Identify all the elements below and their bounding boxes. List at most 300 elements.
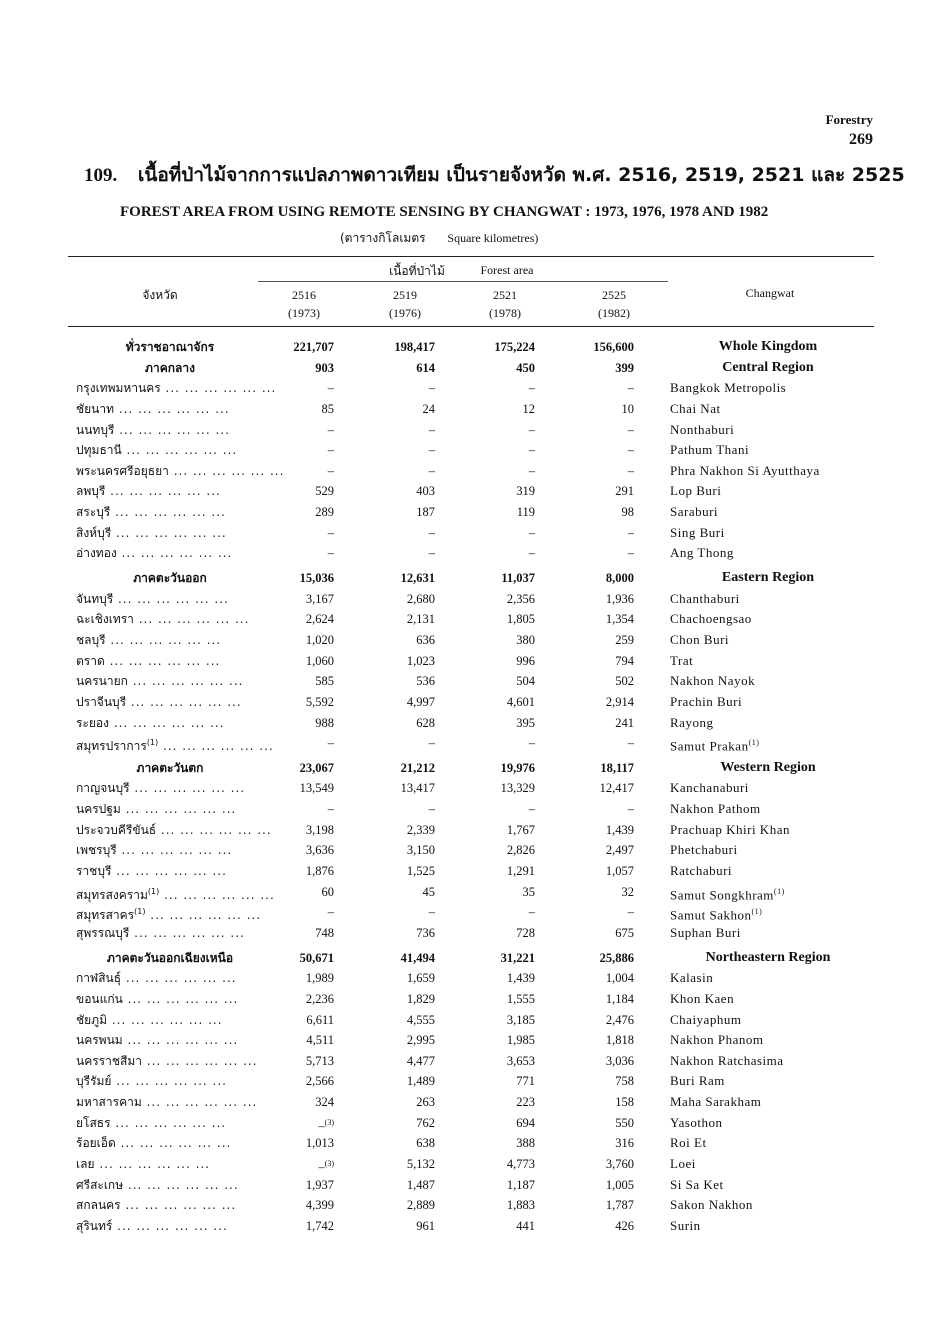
table-row: [0, 861, 941, 882]
forest-area-value: –: [528, 381, 535, 396]
changwat-thai-cell: [76, 902, 266, 925]
table-row: [0, 609, 941, 630]
forest-area-value: 263: [416, 1095, 435, 1110]
forest-area-value: 403: [416, 484, 435, 499]
changwat-thai-text: สกลนคร: [76, 1198, 121, 1213]
table-row: [0, 733, 941, 754]
changwat-thai-cell: [90, 758, 250, 778]
changwat-english-cell: [670, 1175, 724, 1195]
forest-area-value: 1,354: [605, 612, 634, 627]
changwat-thai-cell: [76, 840, 266, 860]
forest-area-value: 2,914: [605, 694, 634, 709]
changwat-thai-cell: [76, 1051, 266, 1071]
forest-area-value: 1,489: [406, 1074, 435, 1089]
forest-area-value: –: [528, 546, 535, 561]
forest-area-value: 3,185: [506, 1012, 535, 1027]
changwat-english-text: Kalasin: [670, 970, 714, 986]
leader-dots: ... ... ... ... ... ...: [114, 401, 230, 416]
leader-dots: ... ... ... ... ... ...: [104, 653, 221, 668]
changwat-thai-cell: [76, 799, 266, 819]
region-row: [0, 568, 941, 589]
col-forest-area-thai: เนื้อที่ป่าไม้: [389, 264, 445, 278]
forest-area-value: 259: [615, 632, 634, 647]
changwat-english-text: Sakon Nakhon: [670, 1197, 753, 1213]
changwat-english-text: Eastern Region: [721, 570, 815, 586]
forest-area-value: –: [327, 802, 334, 817]
changwat-thai-cell: [76, 861, 266, 881]
changwat-thai-cell: [76, 882, 275, 905]
changwat-thai-cell: [76, 420, 266, 440]
forest-area-value: 758: [615, 1074, 634, 1089]
changwat-english-text: Northeastern Region: [705, 949, 831, 965]
forest-area-value: 98: [621, 505, 634, 520]
changwat-thai-cell: [76, 713, 266, 733]
forest-area-value: 450: [516, 360, 535, 375]
units-line: [340, 229, 556, 248]
forest-area-value: 2,680: [406, 591, 435, 606]
forest-area-value: 4,601: [506, 694, 535, 709]
forest-area-value: 291: [615, 484, 634, 499]
changwat-thai-cell: [76, 523, 266, 543]
col-changwat-thai: จังหวัด: [142, 288, 178, 302]
forest-area-value: 198,417: [394, 340, 435, 354]
forest-area-value: –: [327, 381, 334, 396]
changwat-thai-text: นครนายก: [76, 674, 128, 689]
forest-area-value: 2,236: [305, 991, 334, 1006]
table-top-rule: [68, 256, 874, 257]
forest-area-value: –: [528, 802, 535, 817]
changwat-english-text: Nakhon Phanom: [670, 1032, 764, 1048]
unit-thai: (ตารางกิโลเมตร: [340, 231, 426, 245]
year-be: 2519: [393, 288, 417, 302]
forest-area-value: –: [428, 463, 435, 478]
header-bottom-rule: [68, 326, 874, 327]
forest-area-value: –: [528, 443, 535, 458]
forest-area-value: 2,566: [305, 1074, 334, 1089]
changwat-english-text: Nakhon Pathom: [670, 801, 761, 817]
leader-dots: ... ... ... ... ... ...: [112, 1218, 228, 1233]
forest-area-value: 1,525: [406, 864, 435, 879]
table-row: [0, 589, 941, 610]
table-row: [0, 1216, 941, 1237]
changwat-thai-text: ประจวบคีรีขันธ์: [76, 822, 157, 837]
changwat-thai-text: ภาคตะวันออกเฉียงเหนือ: [106, 950, 234, 965]
forest-area-value: 4,773: [506, 1156, 535, 1171]
table-row: [0, 630, 941, 651]
forest-area-value: 4,399: [305, 1198, 334, 1213]
forest-area-value: 1,487: [406, 1177, 435, 1192]
changwat-thai-text: ชัยภูมิ: [76, 1012, 107, 1027]
forest-area-value: 1,829: [406, 991, 435, 1006]
changwat-english-text: Nakhon Ratchasima: [670, 1052, 784, 1068]
changwat-english-cell: [670, 523, 725, 543]
changwat-english-text: Chachoengsao: [670, 611, 752, 627]
forest-area-value: 1,060: [305, 653, 334, 668]
forest-area-value: –: [528, 463, 535, 478]
changwat-thai-text: ชลบุรี: [76, 632, 106, 647]
forest-area-value: –: [327, 905, 334, 920]
table-row: [0, 1195, 941, 1216]
forest-area-value: 1,439: [605, 822, 634, 837]
page-number: 269: [849, 131, 873, 148]
forest-area-value: –: [627, 546, 634, 561]
forest-area-value: 550: [615, 1115, 634, 1130]
table-number: 109.: [84, 165, 118, 186]
forest-area-value: –: [428, 381, 435, 396]
changwat-thai-cell: [76, 1154, 266, 1174]
changwat-english-text: Surin: [670, 1217, 701, 1233]
forest-area-value: 1,187: [506, 1177, 535, 1192]
changwat-thai-cell: [76, 692, 266, 712]
forest-area-value: –: [428, 736, 435, 751]
year-be: 2521: [493, 288, 517, 302]
table-row: [0, 799, 941, 820]
changwat-thai-cell: [76, 968, 266, 988]
leader-dots: ... ... ... ... ... ...: [120, 802, 237, 817]
footnote-mark: (1): [748, 738, 760, 748]
forest-area-value: 13,417: [400, 781, 435, 796]
forest-area-value: 158: [615, 1095, 634, 1110]
forest-area-value: 675: [615, 925, 634, 940]
changwat-thai-text: ภาคตะวันออก: [133, 571, 207, 586]
changwat-thai-text: ราชบุรี: [76, 864, 112, 879]
forest-area-value: 18,117: [600, 760, 634, 775]
changwat-english-text: Chanthaburi: [670, 590, 740, 606]
forest-area-value: 3,198: [305, 822, 334, 837]
forest-area-value: –: [627, 463, 634, 478]
changwat-thai-cell: [76, 1113, 266, 1133]
changwat-english-text: Loei: [670, 1155, 696, 1171]
changwat-english-text: Chon Buri: [670, 631, 730, 647]
table-row: [0, 1113, 941, 1134]
forest-area-value: 12,631: [400, 571, 435, 586]
forest-area-value: 1,005: [605, 1177, 634, 1192]
changwat-english-text: Phra Nakhon Si Ayutthaya: [670, 462, 820, 478]
changwat-thai-text: นครราชสีมา: [76, 1053, 142, 1068]
forest-area-value: 316: [615, 1136, 634, 1151]
table-row: [0, 1092, 941, 1113]
table-row: [0, 502, 941, 523]
forest-area-value: 156,600: [593, 340, 634, 354]
forest-area-value: –: [428, 802, 435, 817]
forest-area-value: 441: [516, 1218, 535, 1233]
leader-dots: ... ... ... ... ... ...: [122, 1033, 239, 1048]
year-ad: (1973): [288, 306, 320, 320]
forest-area-value: 324: [315, 1095, 334, 1110]
forest-area-value: 2,995: [406, 1033, 435, 1048]
forest-area-value: 5,132: [406, 1156, 435, 1171]
unit-english: Square kilometres): [447, 231, 539, 245]
changwat-english-text: Pathum Thani: [670, 442, 750, 458]
forest-area-value: 319: [516, 484, 535, 499]
forest-area-value: 1,937: [305, 1177, 334, 1192]
leader-dots: ... ... ... ... ... ...: [94, 1156, 211, 1171]
forest-area-value: –: [627, 443, 634, 458]
forest-area-value: 585: [315, 674, 334, 689]
changwat-english-cell: [668, 758, 868, 778]
changwat-english-cell: [670, 1071, 725, 1091]
forest-area-value: 241: [615, 715, 634, 730]
changwat-english-cell: [670, 799, 761, 819]
table-title-thai: [84, 160, 905, 190]
forest-area-value: 1,883: [506, 1198, 535, 1213]
changwat-english-text: Kanchanaburi: [670, 780, 749, 796]
forest-area-value: 1,787: [605, 1198, 634, 1213]
table-title-english: FOREST AREA FROM USING REMOTE SENSING BY CHANGWAT : 1973, 1976, 1978 AND 1982: [120, 204, 769, 220]
changwat-english-text: Ang Thong: [670, 545, 734, 561]
forest-area-value: 728: [516, 925, 535, 940]
forest-area-value: –: [327, 443, 334, 458]
changwat-thai-text: เพชรบุรี: [76, 843, 117, 858]
changwat-english-cell: [670, 609, 752, 629]
changwat-thai-cell: [76, 778, 266, 798]
forest-area-value: 1,291: [506, 864, 535, 879]
leader-dots: ... ... ... ... ... ...: [141, 1095, 258, 1110]
changwat-thai-cell: [76, 399, 266, 419]
table-row: [0, 1051, 941, 1072]
forest-area-value: 60: [321, 884, 334, 899]
changwat-english-text: Rayong: [670, 714, 714, 730]
changwat-english-text: Chai Nat: [670, 400, 721, 416]
forest-area-value: –: [327, 525, 334, 540]
changwat-english-cell: [670, 968, 713, 988]
forest-area-value: 694: [516, 1115, 535, 1130]
changwat-english-text: Yasothon: [670, 1114, 723, 1130]
changwat-thai-text: สมุทรปราการ: [76, 739, 147, 754]
leader-dots: ... ... ... ... ... ...: [110, 505, 226, 520]
forest-area-value: 4,555: [406, 1012, 435, 1027]
forest-area-value: 1,805: [506, 612, 535, 627]
forest-area-value: 638: [416, 1136, 435, 1151]
table-row: [0, 840, 941, 861]
changwat-thai-text: พระนครศรีอยุธยา: [76, 463, 169, 478]
forest-area-value: 614: [416, 360, 435, 375]
forest-area-value: 85: [321, 401, 334, 416]
forest-area-value: 175,224: [494, 340, 535, 354]
table-row: [0, 523, 941, 544]
changwat-thai-cell: [76, 733, 274, 756]
leader-dots: ... ... ... ... ... ...: [141, 1053, 258, 1068]
changwat-thai-text: ร้อยเอ็ด: [76, 1136, 116, 1151]
forest-area-value: 1,818: [605, 1033, 634, 1048]
changwat-english-cell: [670, 589, 740, 609]
changwat-thai-text: ภาคตะวันตก: [136, 760, 204, 775]
changwat-english-cell: [670, 1133, 707, 1153]
leader-dots: ... ... ... ... ... ...: [145, 908, 262, 923]
changwat-english-cell: [670, 1195, 753, 1215]
footnote-mark: (1): [773, 886, 785, 896]
col-forest-area-english: Forest area: [480, 263, 534, 277]
changwat-english-text: Trat: [670, 652, 694, 668]
forest-area-value: 2,356: [506, 591, 535, 606]
changwat-english-text: Samut Sakhon: [670, 907, 752, 923]
changwat-english-cell: [670, 1113, 723, 1133]
table-row: [0, 671, 941, 692]
forest-area-value: 996: [516, 653, 535, 668]
changwat-english-cell: [670, 502, 718, 522]
forest-area-value: –$^{(3)}$: [318, 1158, 334, 1175]
forest-area-value: 289: [315, 505, 334, 520]
forest-area-value: 771: [516, 1074, 535, 1089]
changwat-thai-text: ชัยนาท: [76, 401, 115, 416]
forest-area-value: 388: [516, 1136, 535, 1151]
forest-area-value: 794: [615, 653, 634, 668]
leader-dots: ... ... ... ... ... ...: [111, 525, 227, 540]
table-row: [0, 1010, 941, 1031]
forest-area-value: 1,985: [506, 1033, 535, 1048]
forest-area-value: 11,037: [501, 571, 535, 586]
forest-area-value: –: [627, 736, 634, 751]
leader-dots: ... ... ... ... ... ...: [120, 1198, 237, 1213]
leader-dots: ... ... ... ... ... ...: [127, 674, 244, 689]
leader-dots: ... ... ... ... ... ...: [109, 715, 225, 730]
forest-area-value: –: [428, 422, 435, 437]
changwat-english-cell: [670, 399, 721, 419]
changwat-thai-text: ระยอง: [76, 715, 109, 730]
leader-dots: ... ... ... ... ... ...: [160, 381, 277, 396]
year-col-3: [464, 286, 546, 322]
leader-dots: ... ... ... ... ... ...: [105, 484, 221, 499]
changwat-thai-cell: [90, 358, 250, 378]
forest-area-value: –: [428, 525, 435, 540]
forest-area-value: 748: [315, 925, 334, 940]
leader-dots: ... ... ... ... ... ...: [116, 843, 233, 858]
changwat-thai-text: นครปฐม: [76, 802, 121, 817]
table-row: [0, 461, 941, 482]
forest-area-value: 504: [516, 674, 535, 689]
forest-area-value: 2,497: [605, 843, 634, 858]
changwat-english-cell: [670, 692, 742, 712]
forest-area-value: 380: [516, 632, 535, 647]
changwat-thai-cell: [76, 440, 266, 460]
changwat-thai-text: นนทบุรี: [76, 422, 115, 437]
forest-area-value: 221,707: [293, 340, 334, 354]
changwat-thai-text: ภาคกลาง: [145, 360, 195, 375]
changwat-english-text: Roi Et: [670, 1135, 707, 1151]
forest-area-value: –: [327, 463, 334, 478]
changwat-thai-cell: [76, 589, 266, 609]
changwat-thai-cell: [76, 1133, 266, 1153]
forest-area-value: 536: [416, 674, 435, 689]
leader-dots: ... ... ... ... ... ...: [116, 546, 233, 561]
forest-area-value: 1,767: [506, 822, 535, 837]
table-row: [0, 713, 941, 734]
forest-area-value: 8,000: [605, 571, 634, 586]
changwat-english-text: Khon Kaen: [670, 990, 735, 1006]
forest-area-value: 119: [516, 505, 535, 520]
changwat-english-text: Ratchaburi: [670, 863, 733, 879]
footnote-mark: (1): [134, 907, 146, 917]
forest-area-value: 3,636: [305, 843, 334, 858]
changwat-english-text: Maha Sarakham: [670, 1094, 762, 1110]
changwat-english-cell: [670, 461, 820, 481]
changwat-english-cell: [670, 989, 734, 1009]
table-row: [0, 1030, 941, 1051]
footnote-mark: (1): [146, 738, 159, 748]
changwat-thai-cell: [90, 948, 250, 968]
forest-area-value: 988: [315, 715, 334, 730]
leader-dots: ... ... ... ... ... ...: [159, 887, 275, 902]
region-row: [0, 358, 941, 379]
table-row: [0, 820, 941, 841]
forest-area-value: 5,592: [305, 694, 334, 709]
changwat-thai-text: ศรีสะเกษ: [76, 1177, 124, 1192]
forest-area-value: –: [528, 422, 535, 437]
table-row: [0, 968, 941, 989]
changwat-thai-cell: [76, 1010, 266, 1030]
col-changwat-english: Changwat: [745, 286, 795, 300]
table-row: [0, 778, 941, 799]
changwat-thai-cell: [76, 461, 285, 481]
forest-area-value: 50,671: [299, 950, 334, 965]
forest-area-value: –: [327, 422, 334, 437]
table-body: [0, 337, 941, 1237]
changwat-thai-text: สมุทรสาคร: [76, 908, 135, 923]
changwat-thai-text: กาฬสินธุ์: [76, 971, 122, 986]
changwat-english-text: Samut Songkhram: [670, 886, 774, 902]
forest-area-value: –: [627, 905, 634, 920]
changwat-english-cell: [670, 1030, 764, 1050]
changwat-english-text: Samut Prakan: [670, 738, 749, 754]
forest-area-value: 4,511: [306, 1033, 334, 1048]
changwat-english-cell: [670, 778, 749, 798]
footnote-mark: (1): [147, 886, 160, 896]
forest-area-value: 395: [516, 715, 535, 730]
changwat-english-cell: [670, 481, 721, 501]
forest-area-value: 32: [621, 884, 634, 899]
forest-area-value: 1,057: [605, 864, 634, 879]
section-name: Forestry: [825, 112, 873, 127]
changwat-thai-text: สมุทรสงคราม: [76, 887, 148, 902]
leader-dots: ... ... ... ... ... ...: [168, 463, 285, 478]
forest-area-value: –: [627, 525, 634, 540]
table-row: [0, 902, 941, 923]
forest-area-value: 12: [522, 401, 535, 416]
forest-area-value: 10: [621, 401, 634, 416]
forest-area-value: 41,494: [400, 950, 435, 965]
forest-area-value: 1,023: [406, 653, 435, 668]
leader-dots: ... ... ... ... ... ...: [123, 1177, 239, 1192]
forest-area-value: 1,013: [305, 1136, 334, 1151]
forest-area-value: 23,067: [299, 760, 334, 775]
changwat-thai-text: มหาสารคาม: [76, 1095, 142, 1110]
forest-area-value: –: [327, 736, 334, 751]
table-row: [0, 1175, 941, 1196]
forest-area-value: 1,659: [406, 971, 435, 986]
region-row: [0, 758, 941, 779]
changwat-english-cell: [670, 420, 734, 440]
forest-area-value: 1,936: [605, 591, 634, 606]
changwat-english-text: Whole Kingdom: [718, 339, 818, 354]
forest-area-value: 3,653: [506, 1053, 535, 1068]
changwat-thai-cell: [76, 1092, 266, 1112]
changwat-thai-cell: [76, 502, 266, 522]
leader-dots: ... ... ... ... ... ...: [129, 925, 245, 940]
leader-dots: ... ... ... ... ... ...: [133, 612, 250, 627]
forest-area-value: 1,989: [305, 971, 334, 986]
changwat-thai-text: ฉะเชิงเทรา: [76, 612, 134, 627]
forest-area-value: 5,713: [305, 1053, 334, 1068]
changwat-english-cell: [670, 651, 693, 671]
forest-area-value: 426: [615, 1218, 634, 1233]
leader-dots: ... ... ... ... ... ...: [115, 1136, 232, 1151]
table-row: [0, 882, 941, 903]
forest-area-value: 2,889: [406, 1198, 435, 1213]
forest-area-value: 2,476: [605, 1012, 634, 1027]
forest-area-value: 2,339: [406, 822, 435, 837]
changwat-thai-cell: [76, 923, 266, 943]
changwat-thai-cell: [76, 989, 266, 1009]
